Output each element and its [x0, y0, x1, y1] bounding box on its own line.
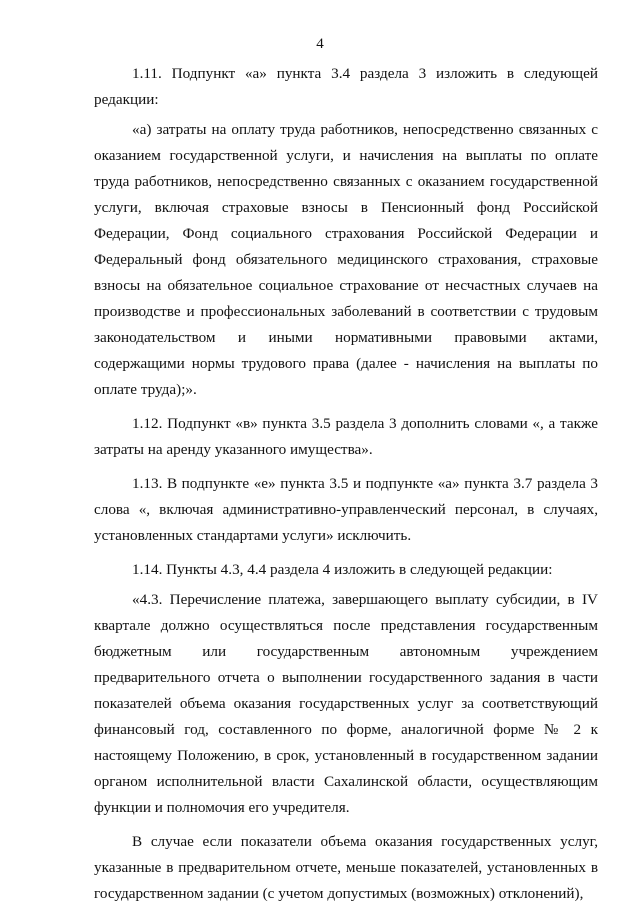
page-number: 4 — [316, 36, 324, 52]
paragraph-continuation: В случае если показатели объема оказания государственных услуг, указанные в предварительном отчете, меньше показателей, установленных в государственном задании (с учетом допустимых (возможных) отклонений), — [94, 833, 598, 902]
paragraph-1-14: 1.14. Пункты 4.3, 4.4 раздела 4 изложить в следующей редакции: — [132, 561, 553, 578]
paragraph-1-12: 1.12. Подпункт «в» пункта 3.5 раздела 3 дополнить словами «, а также затраты на аренду указанного имущества». — [94, 415, 598, 458]
paragraph-1-13: 1.13. В подпункте «е» пункта 3.5 и подпункте «а» пункта 3.7 раздела 3 слова «, включая административно-управленческий персонал, в случаях, установленных стандартами услуги» исключить. — [94, 475, 598, 544]
document-body — [94, 61, 598, 911]
paragraph-1-11-quote: «а) затраты на оплату труда работников, непосредственно связанных с оказанием государственной услуги, и начисления на выплаты по оплате труда работников, непосредственно связанных с оказанием государственной услуги, включая страховые взносы в Пенсионный фонд Российской Федерации, Фонд социального страхования Российской Федерации и Федеральный фонд обязательного медицинского страхования, страховые взносы на обязательное социальное страхование от несчастных случаев на производстве и профессиональных заболеваний в соответствии с трудовым законодательством и иными нормативными правовыми актами, содержащими нормы трудового права (далее - начисления на выплаты по оплате труда);». — [94, 121, 598, 398]
paragraph-1-11: 1.11. Подпункт «а» пункта 3.4 раздела 3 изложить в следующей редакции: — [94, 65, 598, 108]
paragraph-4-3: «4.3. Перечисление платежа, завершающего выплату субсидии, в IV квартале должно осуществляться после представления государственным бюджетным или государственным автономным учреждением предварительного отчета о выполнении государственного задания в части показателей объема оказания государственных услуг за соответствующий финансовый год, составленного по форме, аналогичной форме № 2 к настоящему Положению, в срок, установленный в государственном задании органом исполнительной власти Сахалинской области, осуществляющим функции и полномочия его учредителя. — [94, 591, 598, 816]
